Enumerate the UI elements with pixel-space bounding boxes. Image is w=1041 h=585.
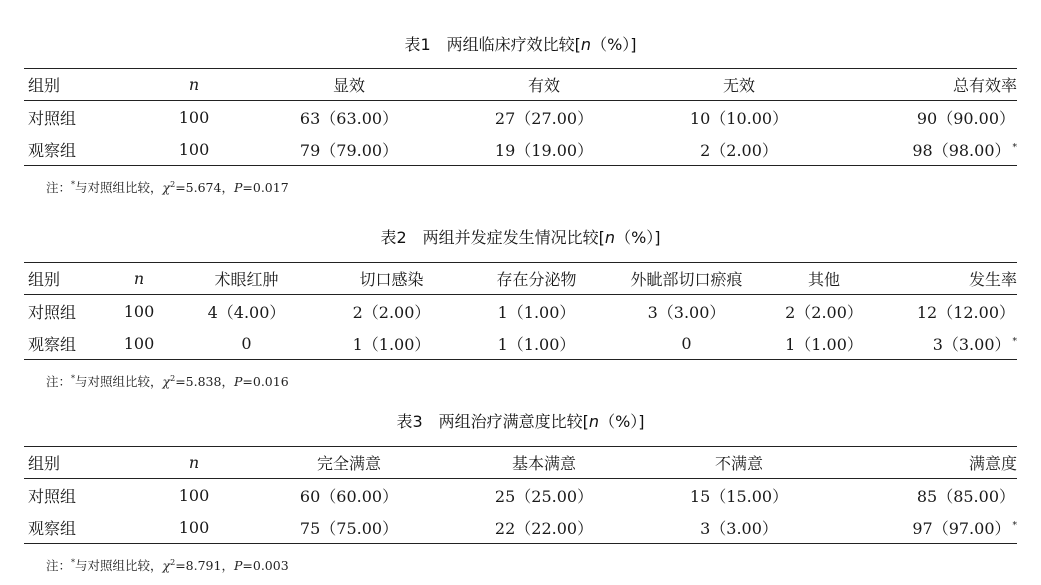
table1-header-row — [24, 69, 1017, 101]
table3-row1-group: 对照组 — [28, 486, 77, 506]
table1-header-group: 组别 — [24, 69, 134, 101]
table2-row1-c5: 2（2.00） — [785, 302, 863, 322]
table3-header-unsatisfied: 不满意 — [644, 447, 834, 479]
table3-note-text: 与对照组比较， — [75, 558, 163, 573]
table2-row2-c1: 0 — [174, 327, 319, 360]
table3-note-chi-sup: 2 — [170, 558, 176, 567]
table2-note-p-value: =0.016 — [242, 374, 289, 389]
table1-row1-c1: 63（63.00） — [299, 108, 399, 128]
table2-row2-c2: 1（1.00） — [319, 327, 464, 360]
table3-row2-mark: * — [1012, 520, 1017, 531]
table1-row2-c3: 2（2.00） — [644, 133, 834, 166]
table1-note-p-value: =0.017 — [242, 180, 289, 195]
table2-row2-group: 观察组 — [24, 327, 104, 360]
table2-row1-c3: 1（1.00） — [497, 302, 576, 322]
table3-row2-c4-cell — [834, 511, 1017, 544]
table1-header-ineffective: 无效 — [644, 69, 834, 101]
table-row — [24, 511, 1017, 544]
table2 — [24, 262, 1017, 360]
table1-header-effective: 有效 — [444, 69, 644, 101]
table3-row2-group: 观察组 — [24, 511, 134, 544]
table2-header-row — [24, 263, 1017, 295]
table-row — [24, 133, 1017, 166]
table1-row1-group: 对照组 — [28, 108, 77, 128]
table1 — [24, 68, 1017, 166]
table-row — [24, 295, 1017, 328]
table1-note-chi: χ — [162, 180, 171, 195]
table2-row2-c3: 1（1.00） — [464, 327, 609, 360]
table1-title-unit: （%）] — [591, 35, 637, 54]
table2-row1-c1: 4（4.00） — [207, 302, 286, 322]
table2-row2-n: 100 — [104, 327, 174, 360]
table3-header-satisfaction: 满意度 — [834, 447, 1017, 479]
table1-note-prefix: 注： — [46, 180, 72, 195]
table3-row1-c1: 60（60.00） — [299, 486, 399, 506]
table2-note-prefix: 注： — [46, 374, 72, 389]
table2-row1-c2: 2（2.00） — [352, 302, 431, 322]
table1-row2-group: 观察组 — [24, 133, 134, 166]
table2-note-p: P — [233, 374, 243, 389]
table2-row1-c4: 3（3.00） — [647, 302, 726, 322]
table2-row2-c6: 3（3.00） — [932, 334, 1011, 354]
table3-row2-c1: 75（75.00） — [254, 511, 444, 544]
table1-note-chi-sup: 2 — [170, 180, 176, 189]
table1-note-text: 与对照组比较， — [75, 180, 163, 195]
table3-header-basically-satisfied: 基本满意 — [444, 447, 644, 479]
table1-title — [0, 35, 1041, 55]
table1-note-p: P — [233, 180, 243, 195]
table1-row1-c3: 10（10.00） — [689, 108, 789, 128]
table1-header-total-rate: 总有效率 — [834, 69, 1017, 101]
table1-row1-c4-cell — [834, 101, 1017, 134]
table2-row1-c6: 12（12.00） — [916, 302, 1015, 322]
table2-row1-n: 100 — [123, 301, 155, 321]
table-row — [24, 101, 1017, 134]
table3-row2-c4: 97（97.00） — [912, 518, 1011, 538]
table-row — [24, 327, 1017, 360]
table2-note-chi-sup: 2 — [170, 374, 176, 383]
table3-note-p-value: =0.003 — [242, 558, 289, 573]
table2-title-text: 表2 两组并发症发生情况比较[ — [380, 228, 605, 247]
table3-header-n: n — [134, 447, 254, 479]
table2-row1-c6-cell — [884, 295, 1017, 328]
table3-title — [0, 412, 1041, 432]
table3-row2-c3: 3（3.00） — [644, 511, 834, 544]
table1-row2-c4: 98（98.00） — [912, 140, 1011, 160]
table2-note-chi: χ — [162, 374, 171, 389]
table3-header-group: 组别 — [24, 447, 134, 479]
table3 — [24, 446, 1017, 544]
table2-note — [46, 371, 289, 390]
table3-header-row — [24, 447, 1017, 479]
table2-header-eye-swelling: 术眼红肿 — [174, 263, 319, 295]
table2-title-unit: （%）] — [615, 228, 661, 247]
table2-header-rate: 发生率 — [884, 263, 1017, 295]
table3-row1-c4-cell — [834, 479, 1017, 512]
table2-row2-c5: 1（1.00） — [764, 327, 884, 360]
table3-row2-n: 100 — [134, 511, 254, 544]
table1-note — [46, 177, 289, 196]
table3-row1-c3: 15（15.00） — [689, 486, 789, 506]
table1-row2-n: 100 — [134, 133, 254, 166]
table2-header-scar: 外眦部切口瘀痕 — [609, 263, 764, 295]
table1-note-chi-value: =5.674， — [175, 180, 234, 195]
table1-header-n: n — [134, 69, 254, 101]
table2-row2-c4: 0 — [609, 327, 764, 360]
table2-header-n: n — [104, 263, 174, 295]
table2-row2-c6-cell — [884, 327, 1017, 360]
table1-title-text: 表1 两组临床疗效比较[ — [404, 35, 581, 54]
table2-row2-mark: * — [1012, 336, 1017, 347]
table3-note-mark: * — [71, 558, 76, 567]
table1-row1-c4: 90（90.00） — [916, 108, 1015, 128]
table3-note-p: P — [233, 558, 243, 573]
table3-row1-c4: 85（85.00） — [916, 486, 1015, 506]
table1-header-marked: 显效 — [254, 69, 444, 101]
table1-row2-c4-cell — [834, 133, 1017, 166]
table3-row1-n: 100 — [178, 485, 210, 505]
table2-row1-group: 对照组 — [28, 302, 77, 322]
table1-row2-c1: 79（79.00） — [254, 133, 444, 166]
table3-note — [46, 555, 289, 574]
table3-note-chi-value: =8.791， — [175, 558, 234, 573]
table3-note-prefix: 注： — [46, 558, 72, 573]
table1-title-n: n — [580, 35, 592, 54]
table1-row1-c2: 27（27.00） — [494, 108, 594, 128]
table3-header-fully-satisfied: 完全满意 — [254, 447, 444, 479]
table2-title — [0, 228, 1041, 248]
table1-row1-n: 100 — [178, 107, 210, 127]
table1-row2-mark: * — [1012, 142, 1017, 153]
table3-row2-c2: 22（22.00） — [444, 511, 644, 544]
table3-title-n: n — [588, 412, 600, 431]
table1-row2-c2: 19（19.00） — [444, 133, 644, 166]
table2-note-text: 与对照组比较， — [75, 374, 163, 389]
table2-header-secretion: 存在分泌物 — [464, 263, 609, 295]
table2-header-group: 组别 — [24, 263, 104, 295]
table2-header-incision-infection: 切口感染 — [319, 263, 464, 295]
table3-row1-c2: 25（25.00） — [494, 486, 594, 506]
table3-title-unit: （%）] — [599, 412, 645, 431]
table2-title-n: n — [604, 228, 616, 247]
table3-title-text: 表3 两组治疗满意度比较[ — [396, 412, 589, 431]
table2-note-chi-value: =5.838， — [175, 374, 234, 389]
table2-header-other: 其他 — [764, 263, 884, 295]
table-row — [24, 479, 1017, 512]
table1-note-mark: * — [71, 180, 76, 189]
table2-note-mark: * — [71, 374, 76, 383]
table3-note-chi: χ — [162, 558, 171, 573]
